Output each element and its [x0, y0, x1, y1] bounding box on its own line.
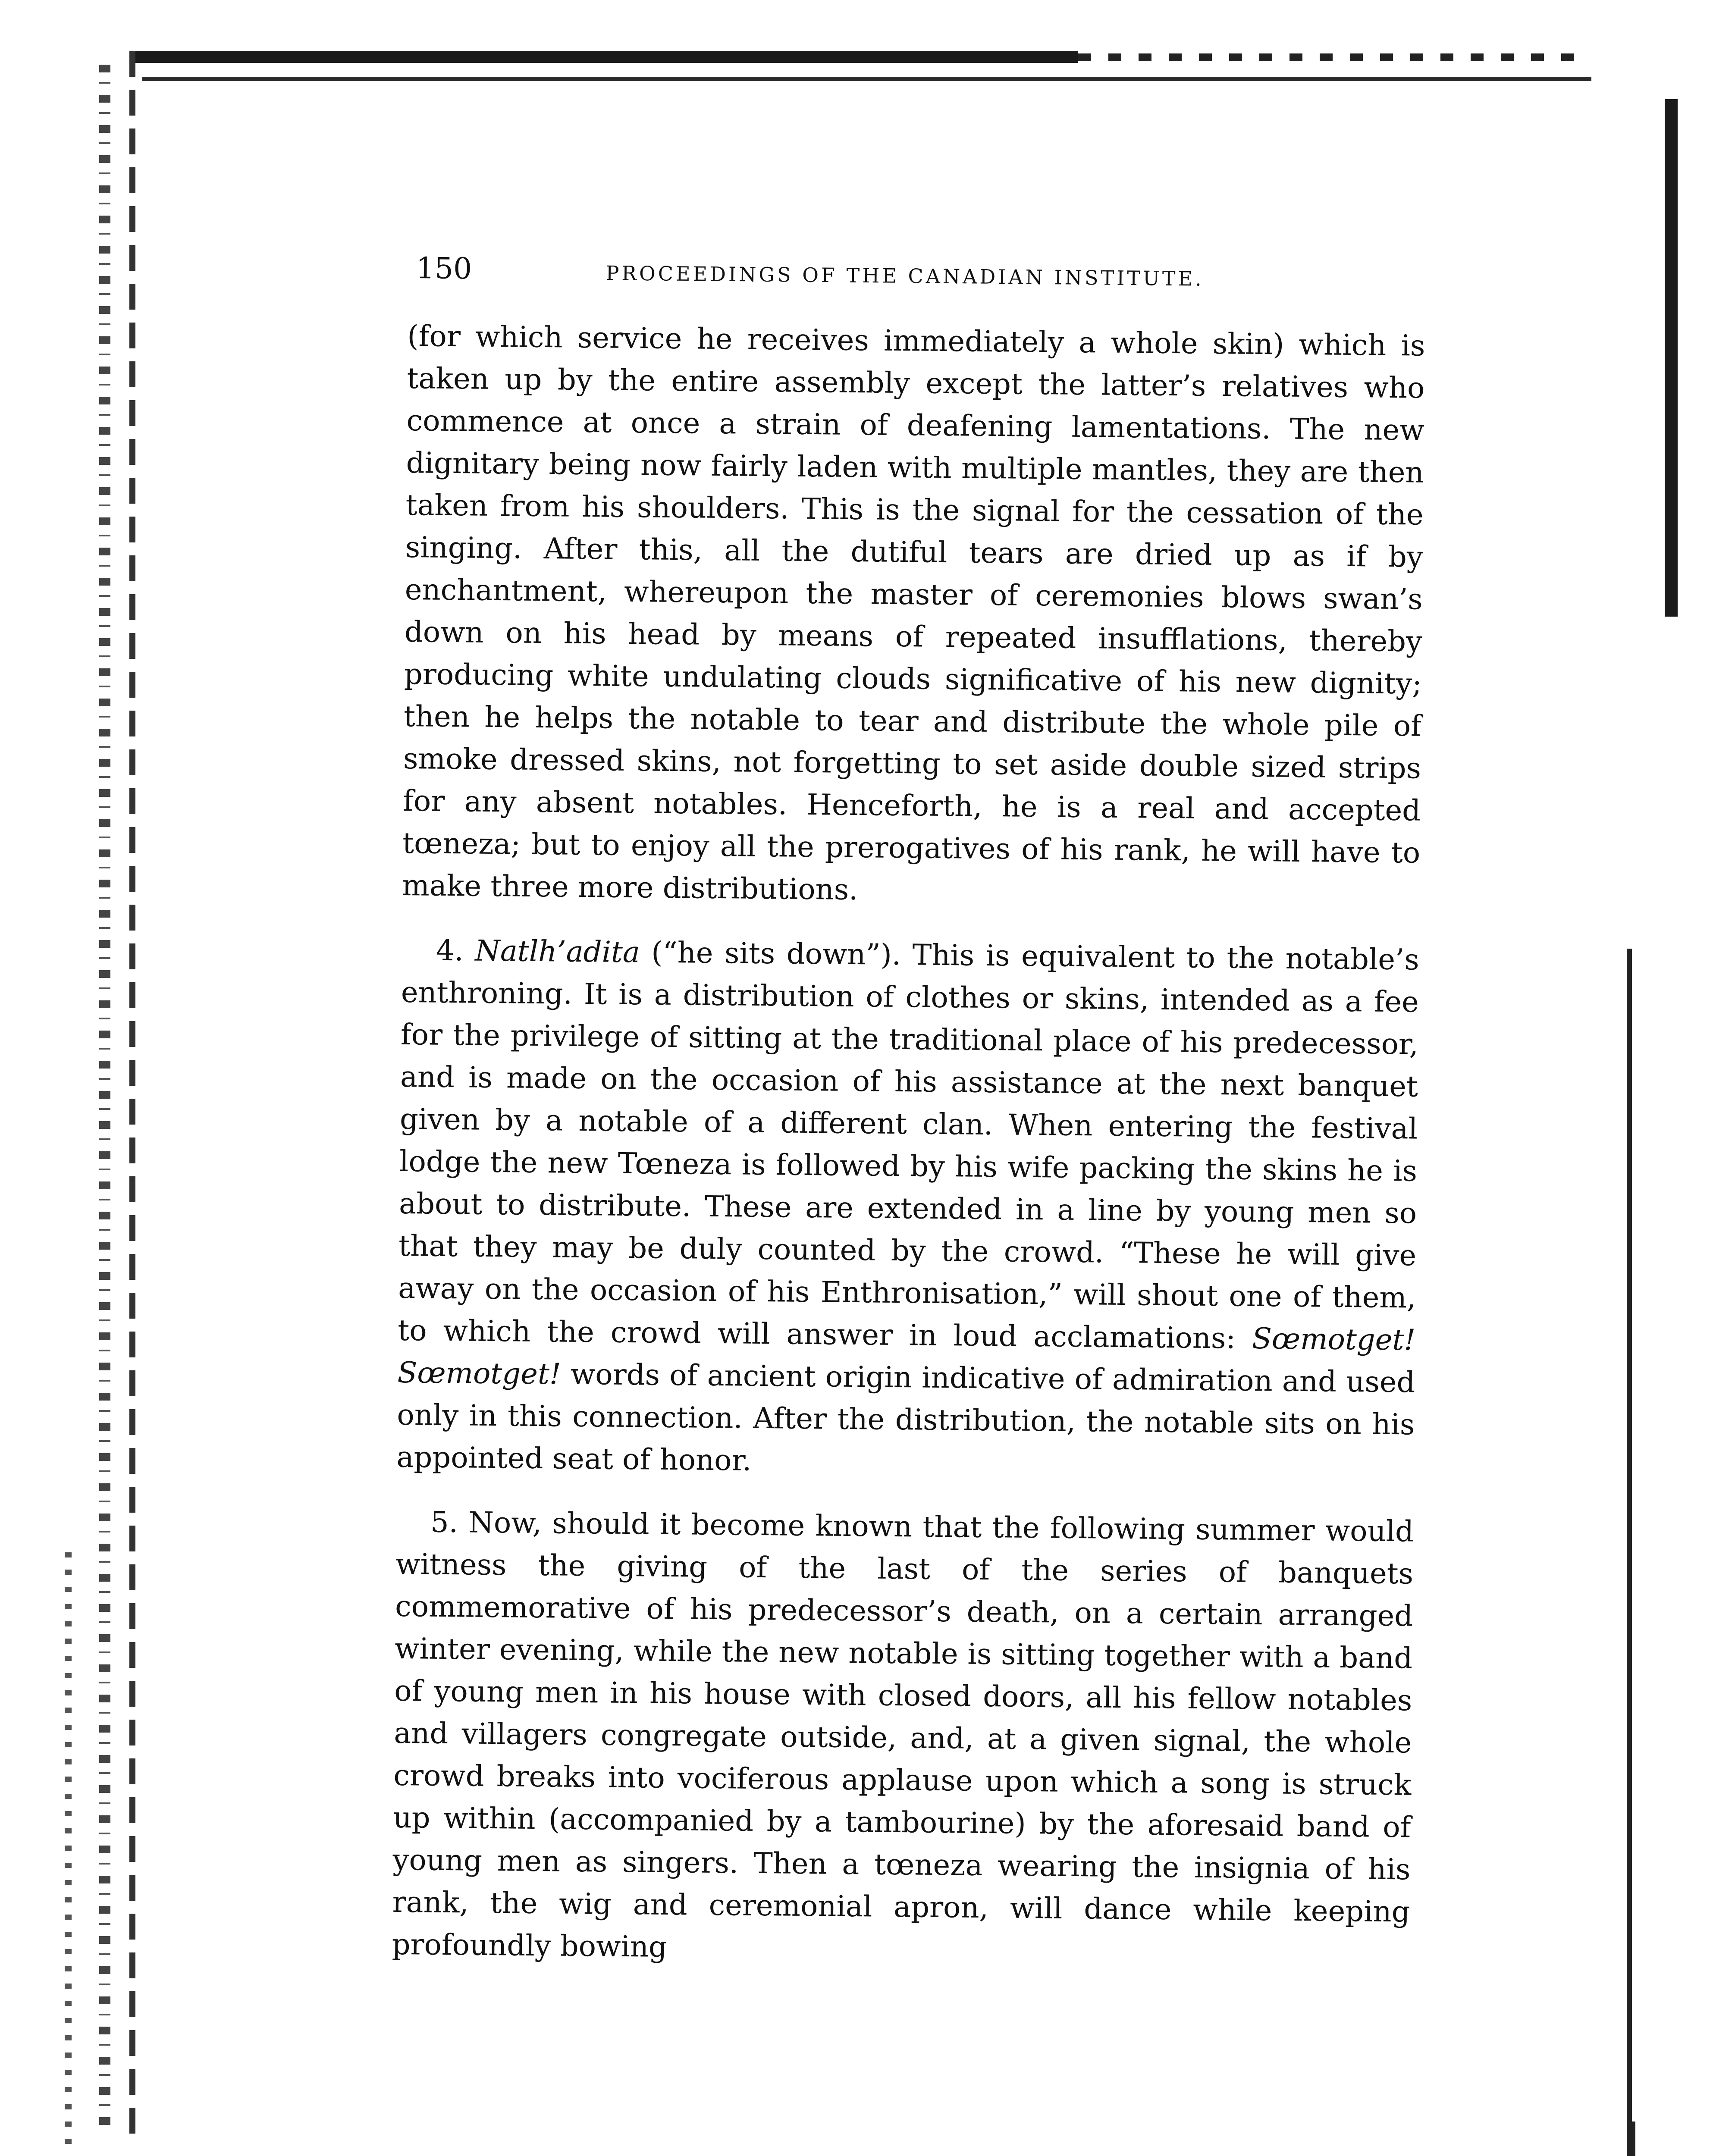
section-text-a: (“he sits down”). This is equivalent to the notable’s enthroning. It is a distribution of clothes or skins, intended as a fee for the privilege of sitting at the traditional place of his predecessor, and is made on the occasion of his assistance at the next banquet given by a notable of a different clan. When entering the festival lodge the new Tœneza is followed by his wife packing the skins he is about to distribute. These are extended in a line by young men so that they may be duly counted by the crowd. “These he will give away on the occasion of his Enthronisation,” will shout one of them, to which the crowd will answer in loud acclamations:: [398, 935, 1420, 1355]
scan-edge-right-upper: [1665, 99, 1678, 617]
scan-edge-top-rule: [142, 77, 1591, 81]
paragraph-continuation: (for which service he receives immediately a whole skin) which is taken up by the entire assembly except the latter’s relatives who commence at once a strain of deafening lamentations. The new dignitary being now fairly laden with multiple mantles, they are then taken from his shoulders. This is the signal for the cessation of the singing. After this, all the dutiful tears are dried up as if by enchantment, whereupon the master of ceremonies blows swan’s down on his head by means of repeated insufflations, thereby producing white undulating clouds significative of his new dignity; then he helps the notable to tear and distribute the whole pile of smoke dressed skins, not forgetting to set aside double sized strips for any absent notables. Henceforth, he is a real and accepted tœneza; but to enjoy all the prerogatives of his rank, he will have to make three more distributions.: [402, 319, 1425, 907]
paragraph-section-5: 5. Now, should it become known that the following summer would witness the giving of the last of the series of banquets commemorative of his predecessor’s death, on a certain arranged winter evening, while the new notable is sitting together with a band of young men in his house with closed doors, all his fellow notables and villagers congregate outside, and, at a given signal, the whole crowd breaks into vociferous applause upon which a song is struck up within (accompanied by a tambourine) by the aforesaid band of young men as singers. Then a tœneza wearing the insignia of his rank, the wig and ceremonial apron, will dance while keeping profoundly bowing: [392, 1505, 1414, 1964]
section-text-b: words of ancient origin indicative of admiration and used only in this connection. After the distribution, the notable sits on his appointed seat of honor.: [396, 1357, 1415, 1477]
page-body: [392, 315, 1425, 1975]
page-number: 150: [416, 251, 472, 286]
section-exclamation: Sœmotget! Sœmotget!: [397, 1321, 1416, 1391]
page-header: [416, 249, 1279, 301]
section-number: 4.: [436, 933, 464, 968]
section-term: Natlh’adita: [474, 934, 640, 969]
running-head: PROCEEDINGS OF THE CANADIAN INSTITUTE.: [606, 261, 1204, 291]
scan-edge-left: [129, 51, 135, 2147]
scan-edge-top: [129, 51, 1578, 68]
scan-edge-left-binding: [99, 65, 110, 2134]
scan-edge-left-lower: [65, 1552, 72, 2156]
scan-edge-right-lower: [1627, 949, 1632, 2156]
paragraph-section-4: [396, 929, 1419, 1488]
scan-edge-right-bottom: [1617, 2122, 1647, 2156]
